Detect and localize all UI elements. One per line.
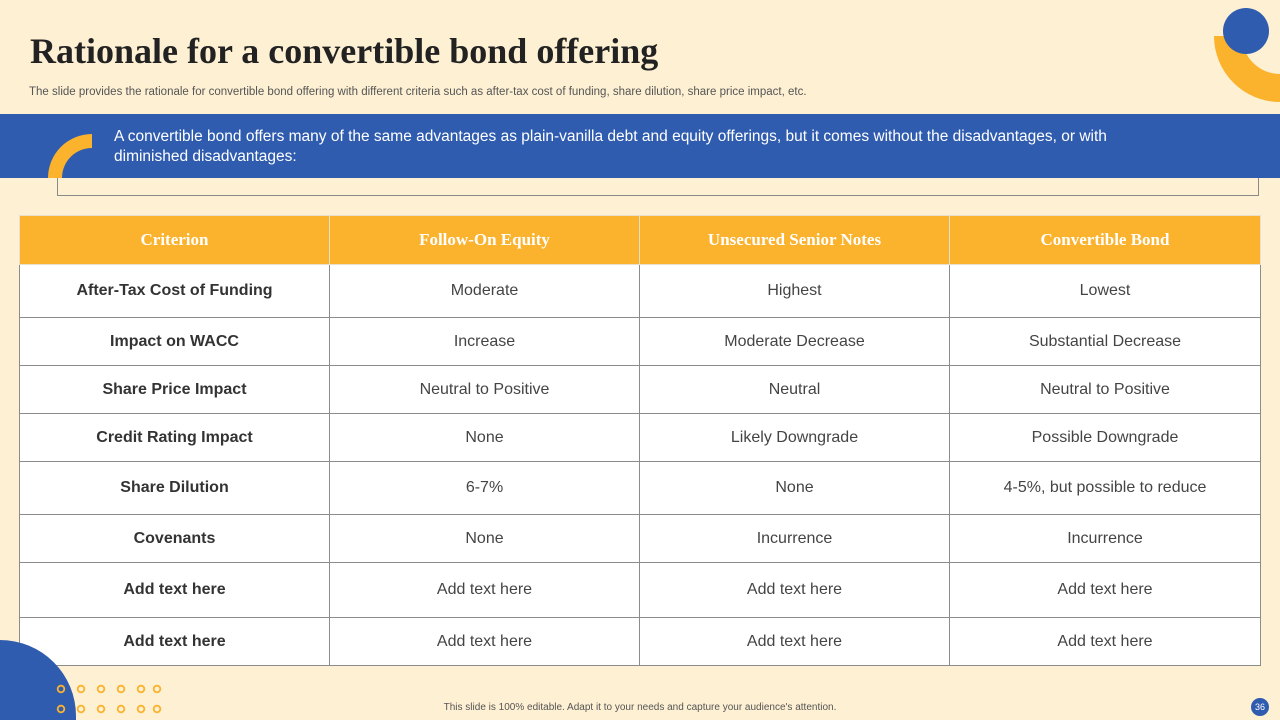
table-cell: Incurrence [640,515,950,563]
criterion-cell: Add text here [20,563,330,618]
table-cell: Likely Downgrade [640,414,950,462]
comparison-table [19,215,1261,666]
table-cell: Add text here [640,618,950,666]
footer-note: This slide is 100% editable. Adapt it to your needs and capture your audience's attention. [443,702,837,713]
table-row [20,462,1261,515]
header-follow-on-equity: Follow-On Equity [330,216,640,265]
table-row [20,318,1261,366]
page-subtitle: The slide provides the rationale for convertible bond offering with different criteria such as after-tax cost of funding, share dilution, share price impact, etc. [29,86,807,98]
table-cell: Add text here [950,618,1261,666]
criterion-cell: After-Tax Cost of Funding [20,265,330,318]
header-convertible-bond: Convertible Bond [950,216,1261,265]
criterion-cell: Impact on WACC [20,318,330,366]
criterion-cell: Share Price Impact [20,366,330,414]
table-row [20,563,1261,618]
table-cell: Incurrence [950,515,1261,563]
table-row [20,414,1261,462]
header-unsecured-senior-notes: Unsecured Senior Notes [640,216,950,265]
table-cell: Substantial Decrease [950,318,1261,366]
table-row [20,618,1261,666]
table-row [20,515,1261,563]
table-cell: Neutral [640,366,950,414]
table-cell: Neutral to Positive [950,366,1261,414]
banner-arc-decoration [48,133,94,179]
table-cell: 4-5%, but possible to reduce [950,462,1261,515]
table-cell: None [330,414,640,462]
table-cell: None [330,515,640,563]
table-cell: Add text here [330,563,640,618]
banner-text: A convertible bond offers many of the same advantages as plain-vanilla debt and equity offerings, but it comes without the disadvantages, or with diminished disadvantages: [114,128,1107,165]
table-cell: None [640,462,950,515]
table-cell: 6-7% [330,462,640,515]
table-row [20,366,1261,414]
table-cell: Moderate [330,265,640,318]
header-criterion: Criterion [20,216,330,265]
table-cell: Neutral to Positive [330,366,640,414]
table-cell: Add text here [640,563,950,618]
page-number-badge: 36 [1251,698,1269,716]
table-cell: Add text here [950,563,1261,618]
criterion-cell: Add text here [20,618,330,666]
intro-banner [0,114,1280,178]
table-cell: Highest [640,265,950,318]
table-cell: Lowest [950,265,1261,318]
table-cell: Add text here [330,618,640,666]
banner-connector-line [57,178,1259,196]
table-cell: Moderate Decrease [640,318,950,366]
corner-arc-decoration [1200,0,1280,110]
page-title: Rationale for a convertible bond offering [30,31,659,71]
criterion-cell: Covenants [20,515,330,563]
criterion-cell: Credit Rating Impact [20,414,330,462]
table-row [20,265,1261,318]
criterion-cell: Share Dilution [20,462,330,515]
table-cell: Increase [330,318,640,366]
table-cell: Possible Downgrade [950,414,1261,462]
table-header-row [20,216,1261,265]
